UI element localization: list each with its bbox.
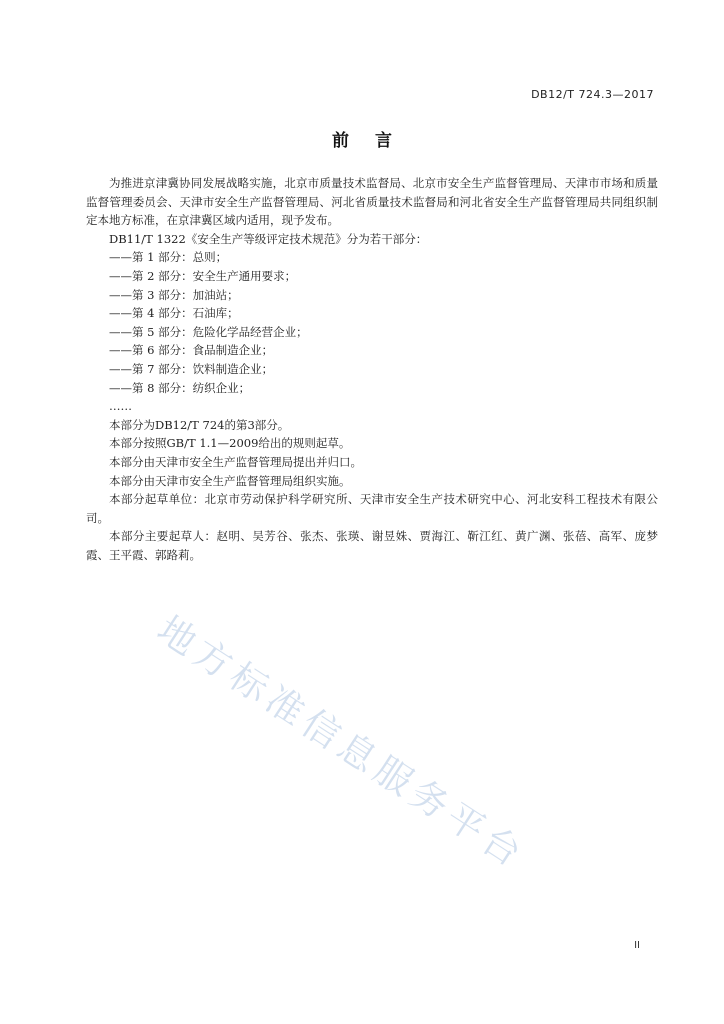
drafters: 本部分主要起草人：赵明、吴芳谷、张杰、张瑛、谢昱姝、贾海江、靳江红、黄广渊、张蓓、高军、庞梦霞、王平霞、郭路莉。 xyxy=(86,529,658,562)
list-item: ——第 1 部分：总则； xyxy=(109,250,228,265)
page-title: 前言 xyxy=(332,131,418,151)
parts-list xyxy=(86,248,658,415)
series-statement: DB11/T 1322《安全生产等级评定技术规范》分为若干部分： xyxy=(109,231,428,246)
page-number: II xyxy=(634,940,640,951)
drafting-rules: 本部分按照GB/T 1.1—2009给出的规则起草。 xyxy=(109,436,351,451)
list-item: ——第 2 部分：安全生产通用要求； xyxy=(109,268,297,283)
watermark: 地方标准信息服务平台 xyxy=(149,607,534,878)
list-item: ——第 5 部分：危险化学品经营企业； xyxy=(109,324,308,339)
foreword-body xyxy=(86,174,658,564)
implemented-by: 本部分由天津市安全生产监督管理局组织实施。 xyxy=(109,473,351,488)
list-item: ——第 4 部分：石油库； xyxy=(109,306,239,321)
list-item: ——第 3 部分：加油站； xyxy=(109,287,239,302)
list-item: ——第 7 部分：饮料制造企业； xyxy=(109,361,274,376)
document-code: DB12/T 724.3—2017 xyxy=(531,88,654,101)
proposed-by: 本部分由天津市安全生产监督管理局提出并归口。 xyxy=(109,454,362,469)
foreword-intro: 为推进京津冀协同发展战略实施，北京市质量技术监督局、北京市安全生产监督管理局、天津市市场和质量监督管理委员会、天津市安全生产监督管理局、河北省质量技术监督局和河北省安全生产监督管理局共同组织制定本地方标准，在京津冀区域内适用，现予发布。 xyxy=(86,176,658,228)
list-item: ——第 8 部分：纺织企业； xyxy=(109,380,251,395)
part-of-statement: 本部分为DB12/T 724的第3部分。 xyxy=(109,417,290,432)
drafting-units: 本部分起草单位：北京市劳动保护科学研究所、天津市安全生产技术研究中心、河北安科工程技术有限公司。 xyxy=(86,492,658,525)
list-item: ——第 6 部分：食品制造企业； xyxy=(109,343,274,358)
list-item: …… xyxy=(109,399,132,414)
